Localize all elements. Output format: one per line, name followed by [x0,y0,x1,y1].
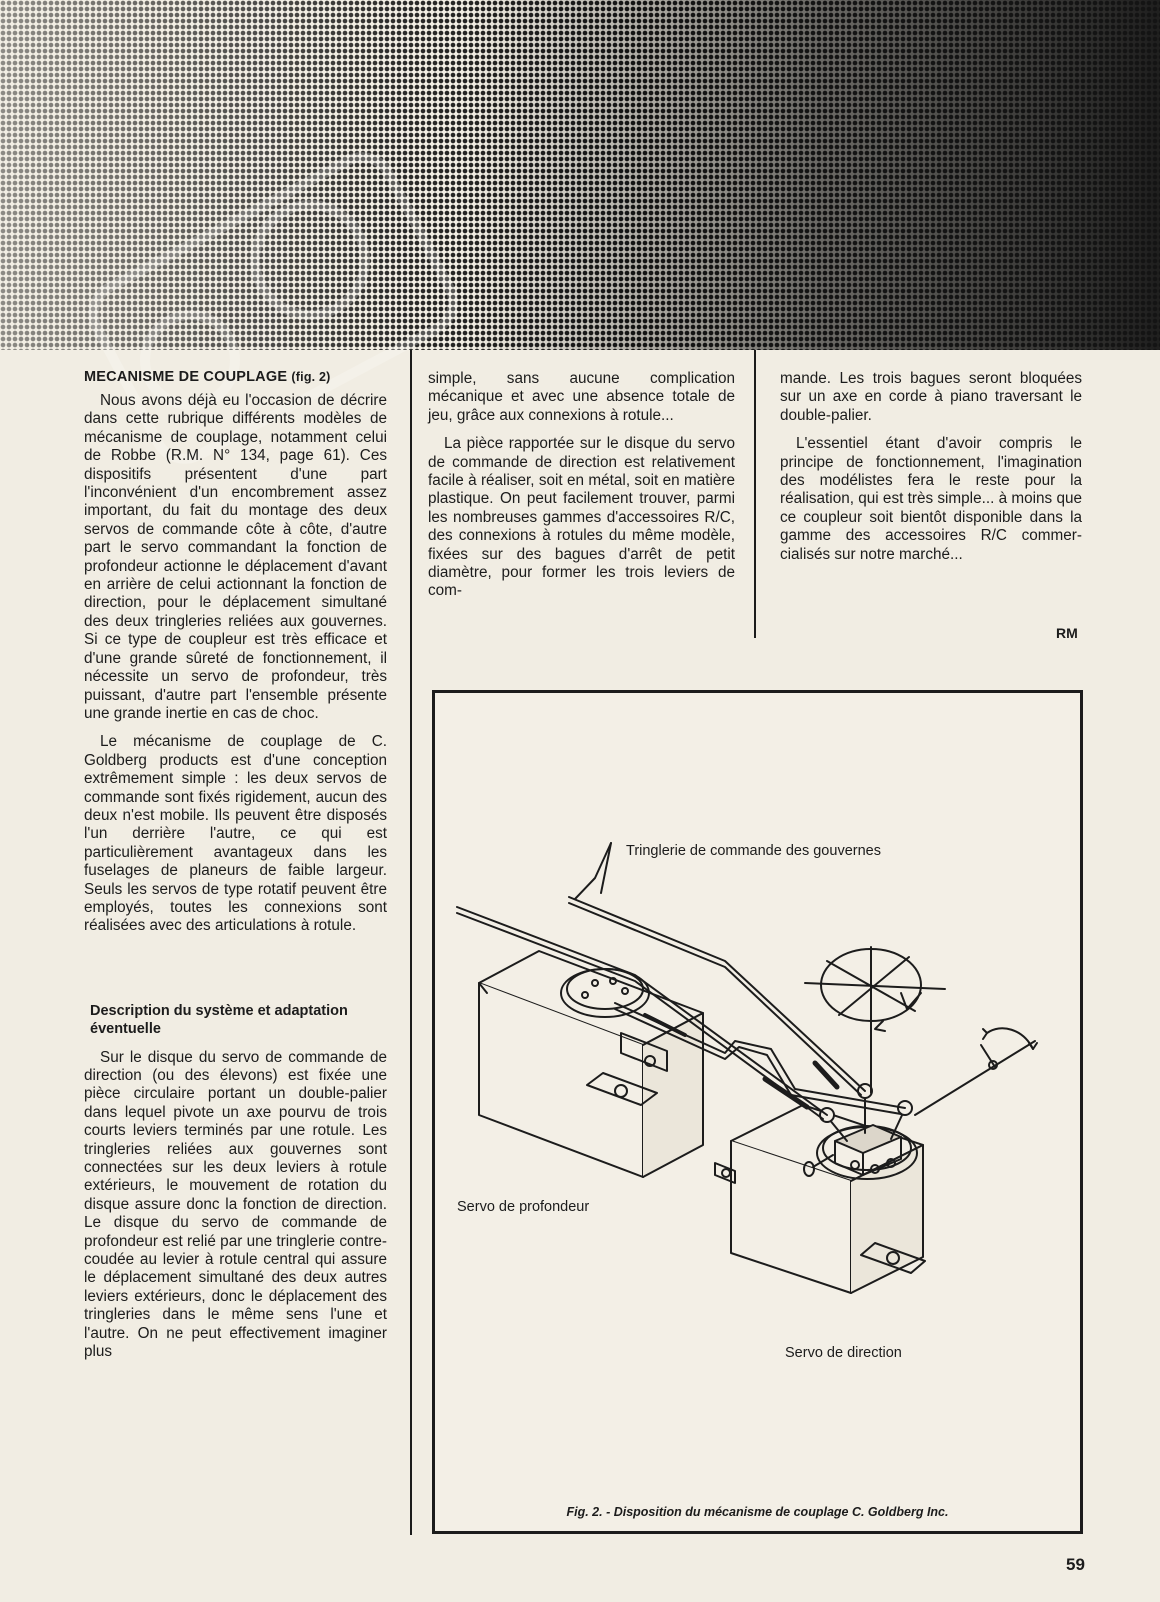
paragraph-4: simple, sans aucune complication mécanique et avec une absence totale de jeu, grâce aux connexions à rotule... [428,370,735,424]
label-rudder-servo: Servo de direction [785,1345,902,1361]
author-signoff: RM [1056,625,1078,641]
label-elevator-servo: Servo de profondeur [457,1199,590,1215]
paragraph-5: La pièce rapportée sur le disque du servo de commande de direction est relativement facile à réaliser, soit en métal, soit en matière plastique. On peut facilement trouver, parmi les nombreuses gammes d'accessoires R/C, des connexions à rotules du même modèle, fixées sur des bagues d'arrêt de petit diamètre, pour former les trois leviers de com- [428,435,735,600]
section-subheading: Description du système et adaptation éventuelle [90,1002,348,1038]
article-column-3 [780,370,1082,574]
article-heading-figref: (fig. 2) [291,370,331,384]
article-column-2 [428,370,735,611]
rotation-indicator-drawing [805,947,1037,1115]
paragraph-1: Nous avons déjà eu l'occasion de décrire dans cette rubrique différents modèles de mécanisme de couplage, notamment celui de Robbe (R.M. N° 134, page 61). Ces dispositifs présentent d'une part l'inconvénient d'un encombrement assez important, du fait du montage des deux servos de commande côte à côte, d'autre part le servo commandant la fonction de profondeur actionne le déplacement d'avant en arrière de celui actionnant la fonction de direction, pour le déplacement simultané des deux tringleries reliées aux gouvernes. Si ce type de coupleur est très efficace et d'une grande sûreté de fonctionnement, il nécessite un servo de profondeur, très puissant, d'autre part l'ensemble présente une grande inertie en cas de choc. [84,392,387,722]
paragraph-6: mande. Les trois bagues seront bloquées sur un axe en corde à piano traversant le double-palier. [780,370,1082,424]
paragraph-2: Le mécanisme de couplage de C. Goldberg products est d'une conception extrêmement simple : les deux servos de commande sont fixés rigidement, aucun des deux n'est mobile. Ils peuvent être disposés l'un derrière l'autre, ce qui est particulièrement avantageux dans les fuselages de planeurs de faible largeur. Seuls les servos de type rotatif peuvent être employés, toutes les connexions sont réalisées avec des articulations à rotule. [84,733,387,935]
article-heading [84,368,387,386]
figure-caption: Fig. 2. - Disposition du mécanisme de couplage C. Goldberg Inc. [566,1505,949,1519]
page-number: 59 [1066,1555,1085,1574]
halftone-gradient-overlay [0,0,1160,350]
rudder-servo-drawing [715,1084,925,1293]
column-rule-1 [410,350,412,1535]
paragraph-3: Sur le disque du servo de commande de direction (ou des élevons) est fixée une pièce circulaire portant un double-palier dans lequel pivote un axe pourvu de trois courts leviers terminés par une rotule. Les tringleries reliées aux gouvernes sont connectées sur les deux leviers à rotule extérieurs, le mouvement de rotation du disque assure donc la fonction de direction. Le disque du servo de commande de profondeur est relié par une tringlerie contrecoudée au levier à rotule central qui assure le déplacement simultané des deux autres leviers extérieurs, donc le déplacement des tringleries dans le même sens l'une et l'autre. On ne peut effectivement imaginer plus [84,1048,387,1361]
article-column-1 [84,368,387,1372]
coupling-mechanism-drawing [435,693,1080,1531]
article-heading-text: MECANISME DE COUPLAGE [84,369,288,385]
column-rule-2 [754,350,756,638]
paragraph-7: L'essentiel étant d'avoir compris le principe de fonctionnement, l'imagination des modélistes fera le reste pour la réalisation, qui est très simple... à moins que ce coupleur soit bientôt disponible dans la gamme des accessoires R/C commercialisés sur notre marché... [780,435,1082,563]
label-control-rods: Tringlerie de commande des gouvernes [626,843,881,859]
elevator-servo-drawing [479,951,703,1177]
figure-2 [432,690,1083,1534]
